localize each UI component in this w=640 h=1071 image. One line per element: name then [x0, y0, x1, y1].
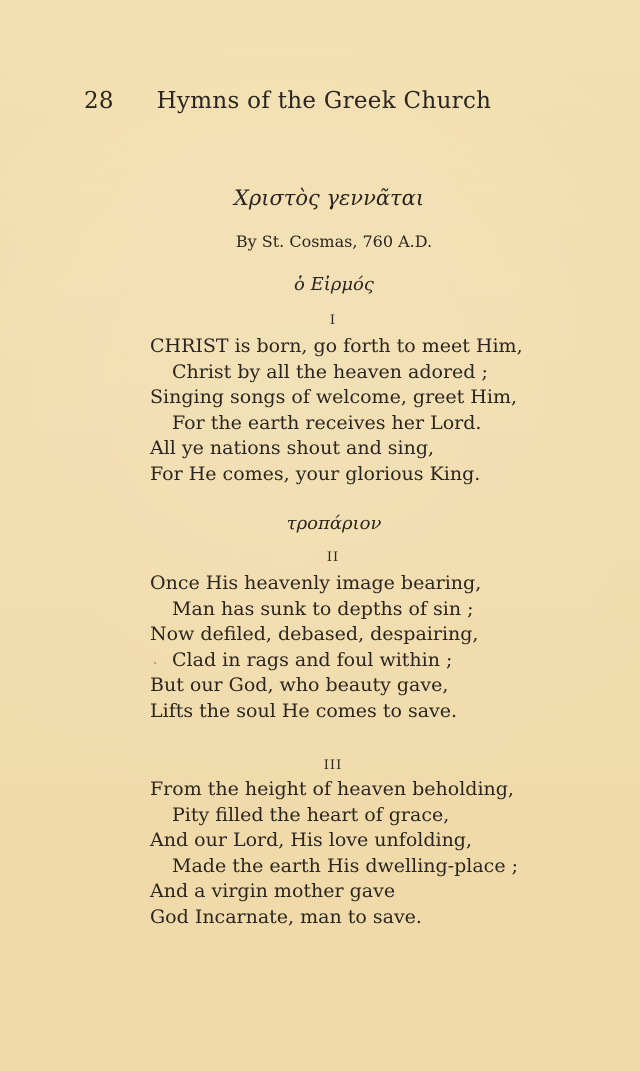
stanza-number-3: III — [323, 758, 343, 773]
section-heading-troparion: τροπάριον — [286, 513, 382, 534]
greek-title: Χριστὸς γεννᾶται — [233, 186, 425, 210]
stanza-line: Once His heavenly image bearing, — [150, 572, 482, 594]
stanza-number-1: I — [329, 313, 337, 328]
stanza-line: For the earth receives her Lord. — [172, 411, 482, 434]
stanza-line: CHRIST is born, go forth to meet Him, — [150, 335, 523, 357]
stanza-line: Now defiled, debased, despairing, — [150, 623, 479, 646]
stanza-line: Singing songs of welcome, greet Him, — [150, 386, 518, 409]
stanza-line: All ye nations shout and sing, — [150, 437, 435, 460]
stanza-line: For He comes, your glorious King. — [150, 462, 481, 485]
stanza-line: But our God, who beauty gave, — [150, 674, 449, 697]
stanza-line: Lifts the soul He comes to save. — [150, 699, 458, 722]
stanza-1 — [150, 334, 523, 488]
page-header — [84, 86, 600, 115]
stanza-3 — [150, 777, 518, 931]
stanza-line: Christ by all the heaven adored ; — [172, 360, 488, 383]
stanza-line: Clad in rags and foul within ; — [172, 648, 453, 671]
stanza-line: God Incarnate, man to save. — [150, 905, 422, 928]
stanza-line: Made the earth His dwelling-place ; — [172, 854, 518, 877]
ink-speck — [154, 662, 156, 664]
byline: By St. Cosmas, 760 A.D. — [235, 232, 433, 251]
stanza-number-2: II — [326, 550, 340, 565]
stanza-line: And a virgin mother gave — [150, 880, 396, 903]
page-number: 28 — [84, 88, 114, 114]
stanza-line: Man has sunk to depths of sin ; — [172, 597, 474, 620]
stanza-line: From the height of heaven beholding, — [150, 778, 514, 800]
stanza-2 — [150, 571, 481, 725]
section-heading-heirmos: ὁ Εἰρμός — [294, 274, 374, 295]
running-title: Hymns of the Greek Church — [156, 88, 492, 114]
stanza-line: And our Lord, His love unfolding, — [150, 829, 473, 852]
stanza-line: Pity filled the heart of grace, — [172, 803, 450, 826]
